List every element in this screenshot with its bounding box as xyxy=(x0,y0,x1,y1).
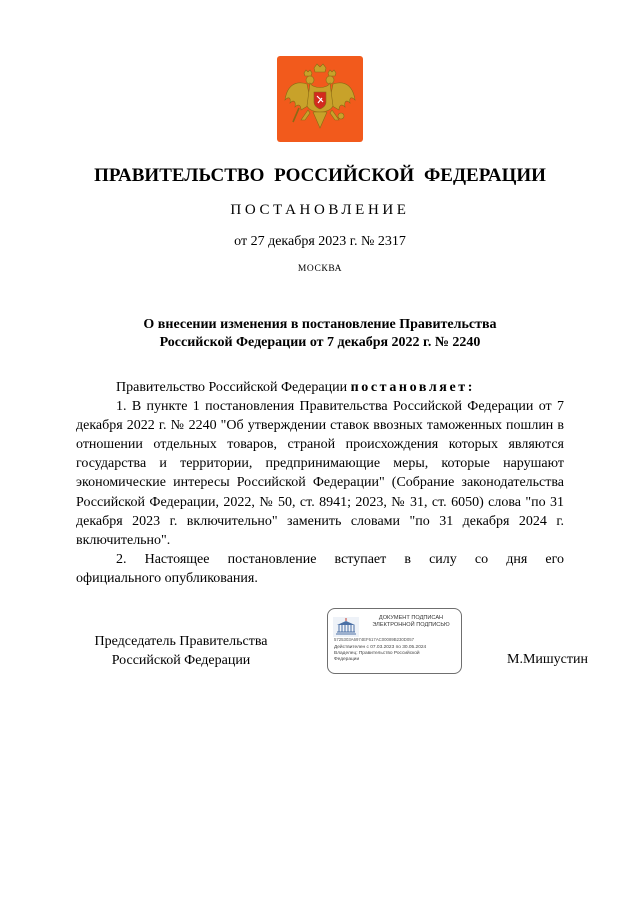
position-line-2: Российской Федерации xyxy=(111,652,251,668)
document-date-number: от 27 декабря 2023 г. № 2317 xyxy=(234,234,406,249)
item-2-line-2: официального опубликования. xyxy=(76,570,258,586)
intro-text: Правительство Российской Федерации xyxy=(116,380,351,395)
stamp-validity: Действителен с 07.03.2023 по 30.05.2024 xyxy=(334,645,427,650)
item-2-line-1: 2. Настоящее постановление вступает в силу со дня его xyxy=(116,551,564,567)
stamp-owner-line-2: Федерации xyxy=(334,657,360,662)
position-line-1: Председатель Правительства xyxy=(94,634,268,649)
city: МОСКВА xyxy=(297,264,343,274)
item-1-paragraph: 1. В пункте 1 постановления Правительства Российской Федерации от 7 декабря 2022 г. № 2240 "Об утверждении ставок ввозных таможенных пошлин в отношении отдельных товаров, страной происхождения которых являются государства и территории, предпринимающие меры, которые нарушают экономические интересы Российской Федерации" (Собрание законодательства Российской Федерации, 2022, № 50, ст. 8941; 2023, № 31, ст. 6050) слова "по 31 декабря 2023 г. включительно" заменить словами "по 31 декабря 2024 г. включительно". xyxy=(76,399,564,548)
stamp-title xyxy=(362,615,460,629)
document-subject xyxy=(60,316,580,352)
stamp-title-line-2: ЭЛЕКТРОННОЙ ПОДПИСЬЮ xyxy=(372,622,450,628)
e-signature-stamp xyxy=(327,608,462,674)
coat-of-arms-emblem xyxy=(277,56,363,142)
subject-line-2: Российской Федерации от 7 декабря 2022 г. № 2240 xyxy=(159,335,481,350)
intro-action: постановляет: xyxy=(350,380,475,395)
stamp-certificate: 5725303A6974EF617AC00089B230D057 xyxy=(334,637,415,642)
coat-of-arms-icon xyxy=(277,56,363,142)
signatory-name: М.Мишустин xyxy=(507,652,588,667)
government-building-icon xyxy=(333,617,359,637)
stamp-owner-line-1: Владелец: Правительство Российской xyxy=(334,651,420,656)
government-title: ПРАВИТЕЛЬСТВО РОССИЙСКОЙ ФЕДЕРАЦИИ xyxy=(94,165,546,186)
document-body xyxy=(76,378,564,588)
signatory-position xyxy=(76,633,286,670)
document-type: ПОСТАНОВЛЕНИЕ xyxy=(230,202,410,218)
intro-paragraph xyxy=(76,378,564,397)
stamp-title-line-1: ДОКУМЕНТ ПОДПИСАН xyxy=(378,615,444,621)
subject-line-1: О внесении изменения в постановление Правительства xyxy=(143,317,497,332)
